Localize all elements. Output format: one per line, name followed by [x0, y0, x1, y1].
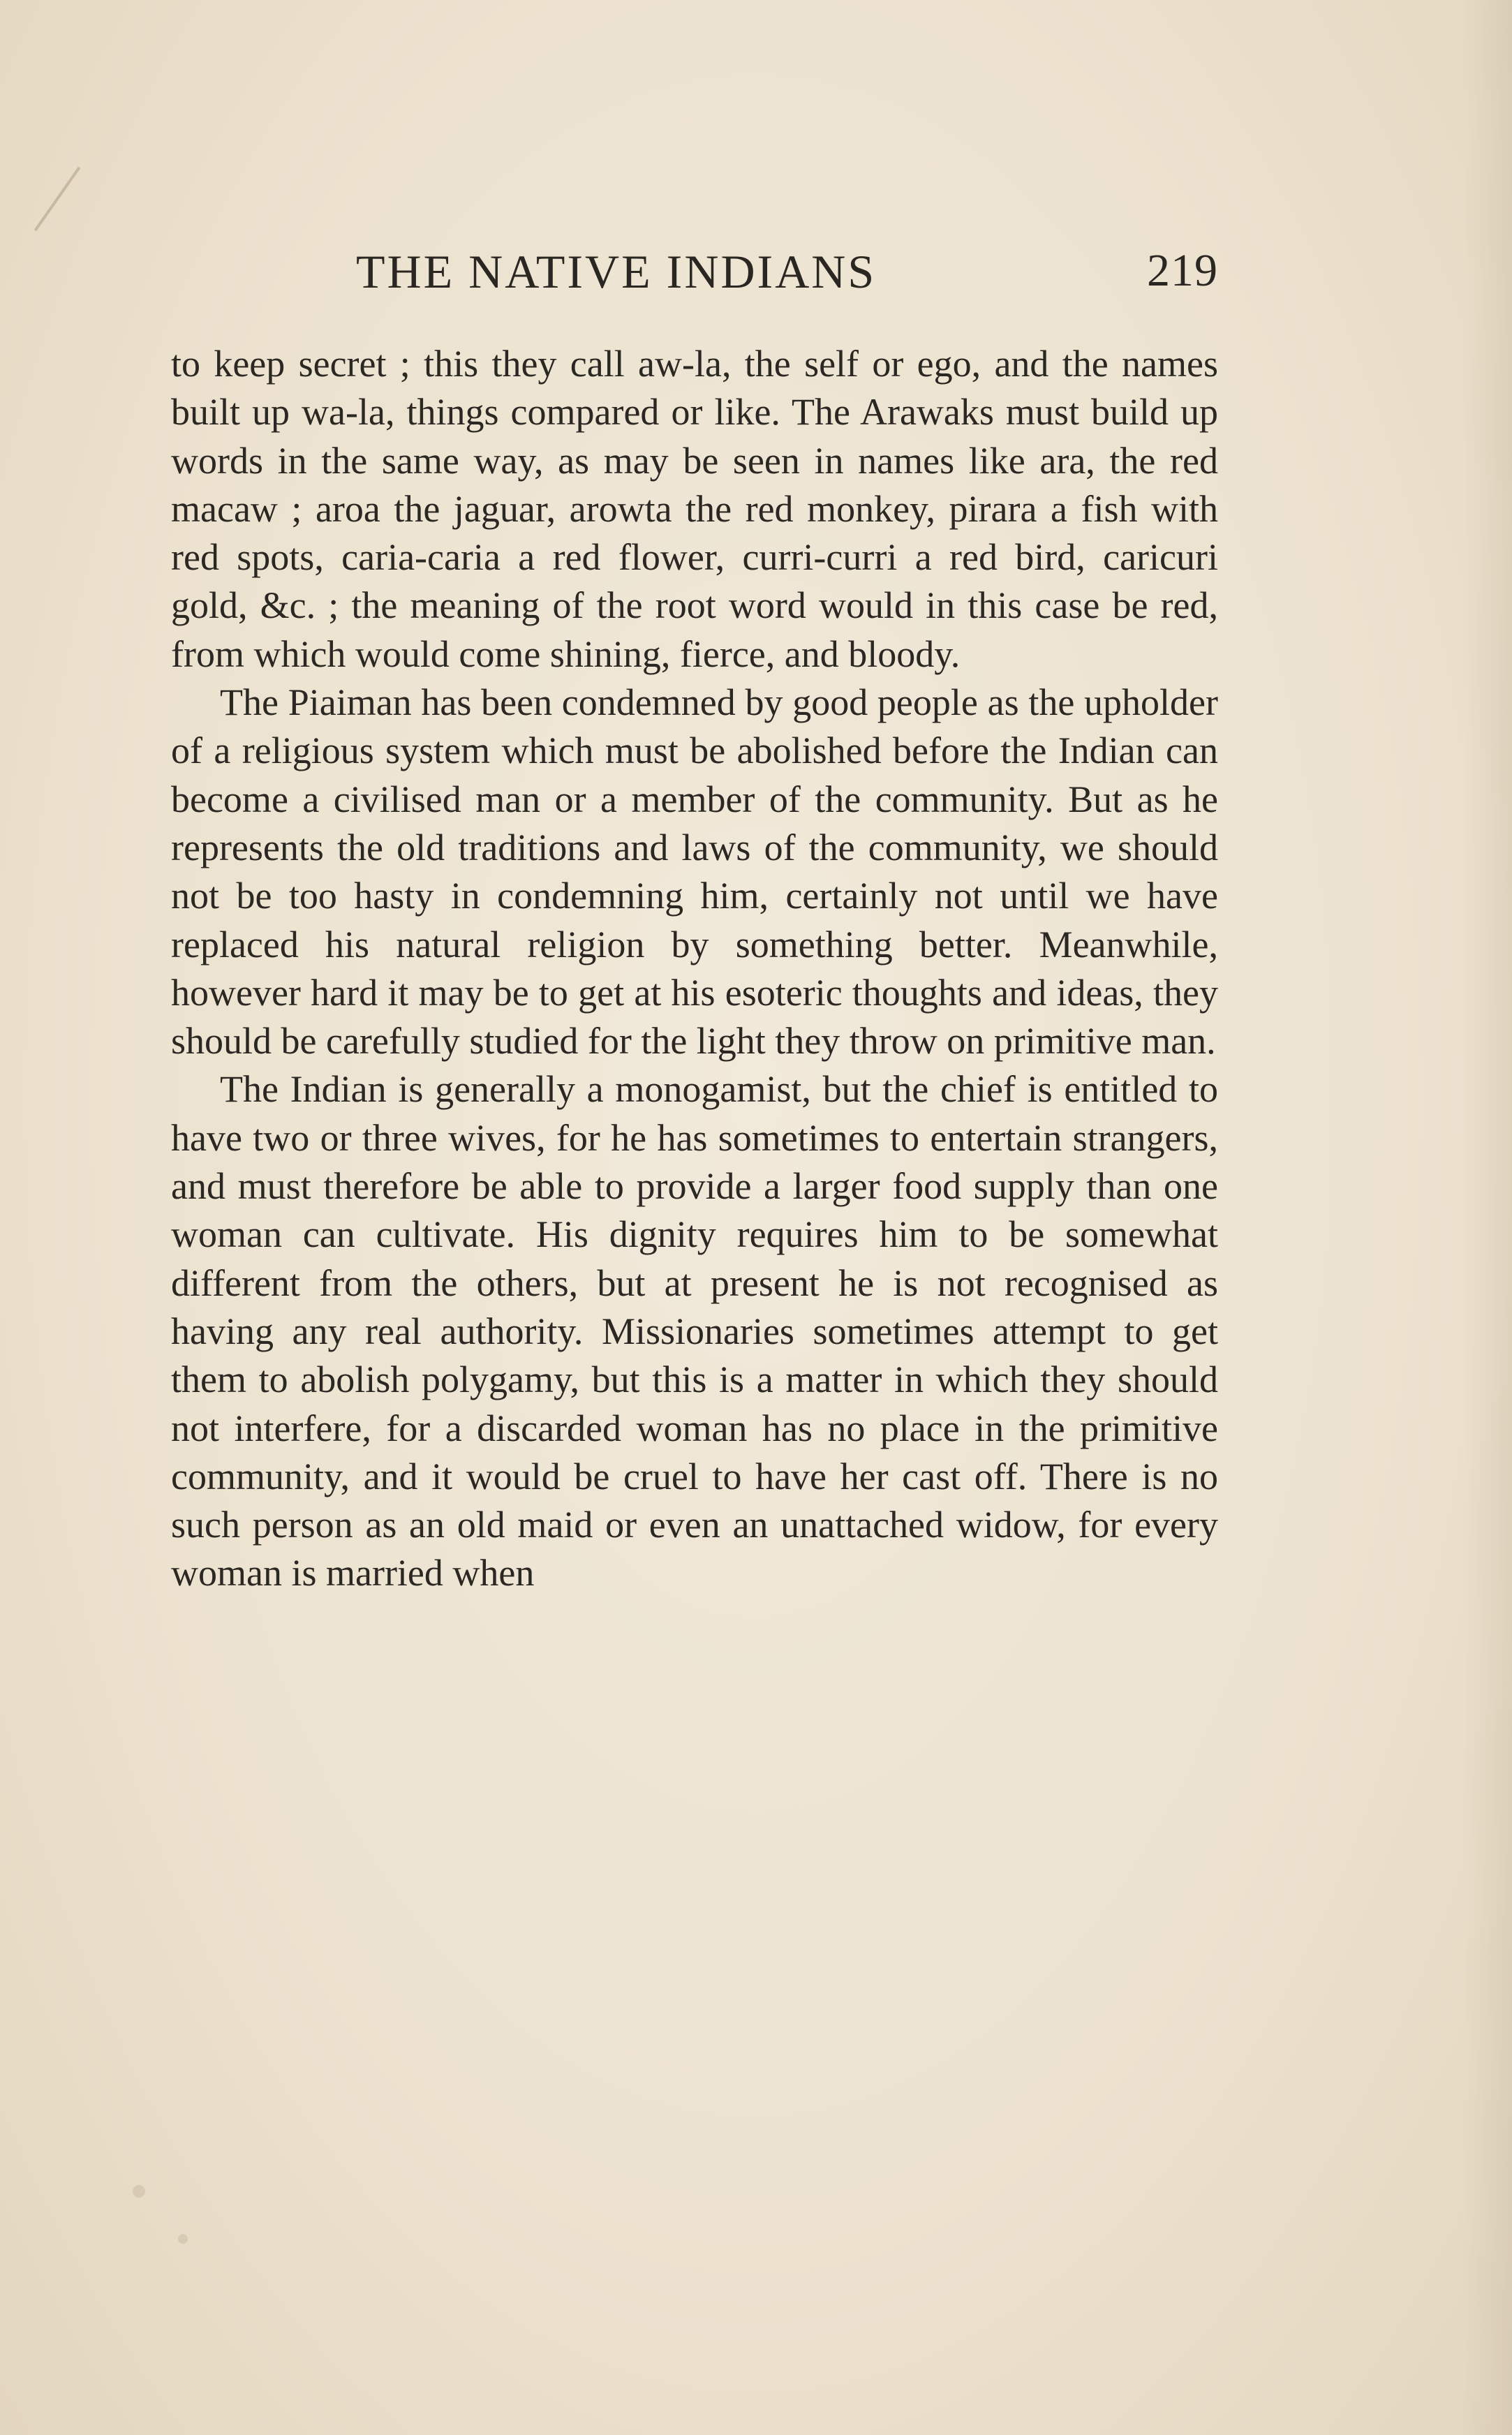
- paper-stain: [178, 2234, 188, 2244]
- body-text: [171, 340, 1218, 1598]
- paragraph-monogamist: The Indian is generally a monogamist, but the chief is entitled to have two or three wives, for he has sometimes to entertain strangers, and must therefore be able to provide a larger food supply than one woman can cultivate. His dignity requires him to be somewhat different from the others, but at present he is not recognised as having any real authority. Missionaries sometimes attempt to get them to abolish polygamy, but this is a matter in which they should not interfere, for a discarded woman has no place in the primitive community, and it would be cruel to have her cast off. There is no such person as an old maid or even an unattached widow, for every woman is married when: [171, 1068, 1218, 1594]
- paper-stain: [133, 2185, 145, 2198]
- running-title: THE NATIVE INDIANS: [356, 245, 877, 298]
- paragraph-continued: to keep secret ; this they call aw-la, the self or ego, and the names built up wa-la, things compared or like. The Arawaks must build up words in the same way, as may be seen in names like ara, the red macaw ; aroa the jaguar, arowta the red monkey, pirara a fish with red spots, caria-caria a red flower, curri-curri a red bird, caricuri gold, &c. ; the meaning of the root word would in this case be red, from which would come shining, fierce, and bloody.: [171, 343, 1218, 675]
- running-header: [171, 244, 1218, 307]
- paper-crease-mark: [34, 167, 80, 231]
- page-edge-shadow: [1463, 0, 1512, 2435]
- page-number: 219: [1147, 245, 1218, 296]
- paragraph-piaiman: The Piaiman has been condemned by good people as the upholder of a religious system which must be abolished before the Indian can become a civilised man or a member of the community. But as he represents the old traditions and laws of the community, we should not be too hasty in condemning him, certainly not until we have replaced his natural religion by something better. Meanwhile, however hard it may be to get at his esoteric thoughts and ideas, they should be carefully studied for the light they throw on primitive man.: [171, 681, 1218, 1063]
